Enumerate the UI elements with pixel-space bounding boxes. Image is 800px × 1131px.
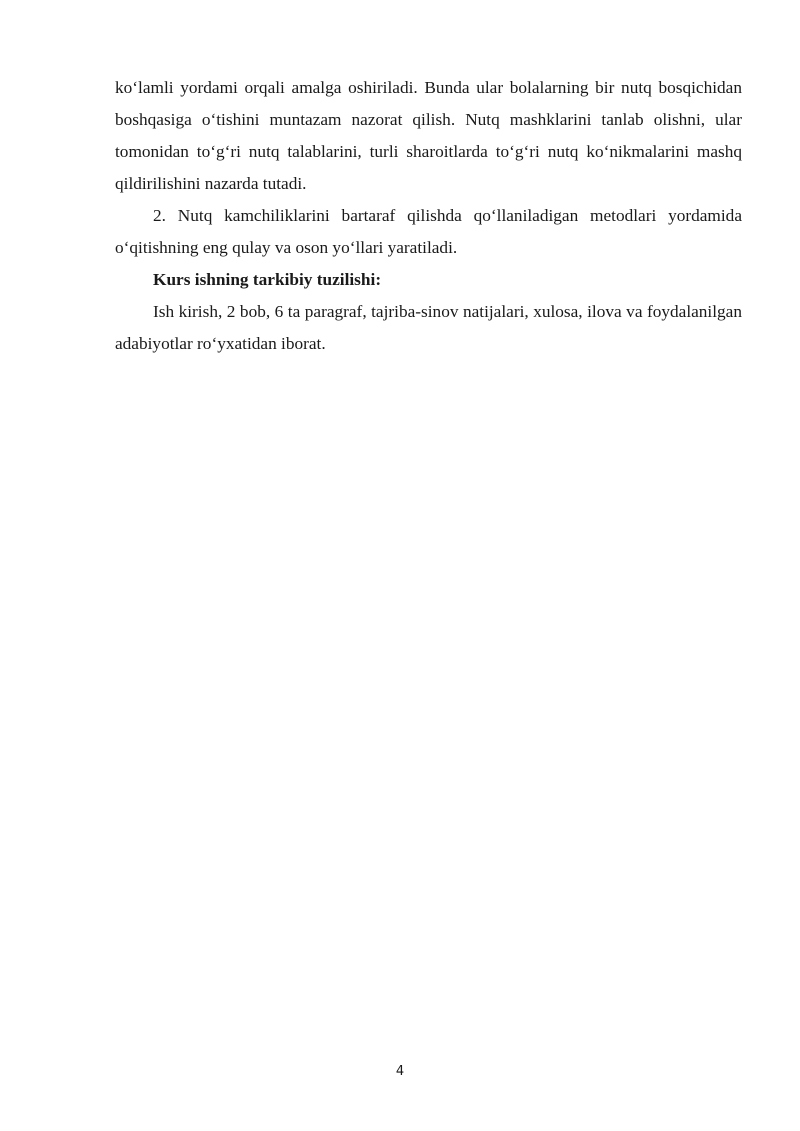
paragraph-structure: Ish kirish, 2 bob, 6 ta paragraf, tajriba-sinov natijalari, xulosa, ilova va foydalanilgan adabiyotlar ro‘yxatidan iborat. (115, 302, 742, 353)
page-number: 4 (395, 1064, 405, 1079)
document-body (115, 72, 742, 360)
paragraph-methods: 2. Nutq kamchiliklarini bartaraf qilishda qo‘llaniladigan metodlari yordamida o‘qitishning eng qulay va oson yo‘llari yaratiladi. (115, 206, 742, 257)
paragraph-continuation: ko‘lamli yordami orqali amalga oshiriladi. Bunda ular bolalarning bir nutq bosqichidan boshqasiga o‘tishini muntazam nazorat qilish. Nutq mashklarini tanlab olishni, ular tomonidan to‘g‘ri nutq talablarini, turli sharoitlarda to‘g‘ri nutq ko‘nikmalarini mashq qildirilishini nazarda tutadi. (115, 78, 742, 193)
section-heading: Kurs ishning tarkibiy tuzilishi: (153, 270, 382, 289)
